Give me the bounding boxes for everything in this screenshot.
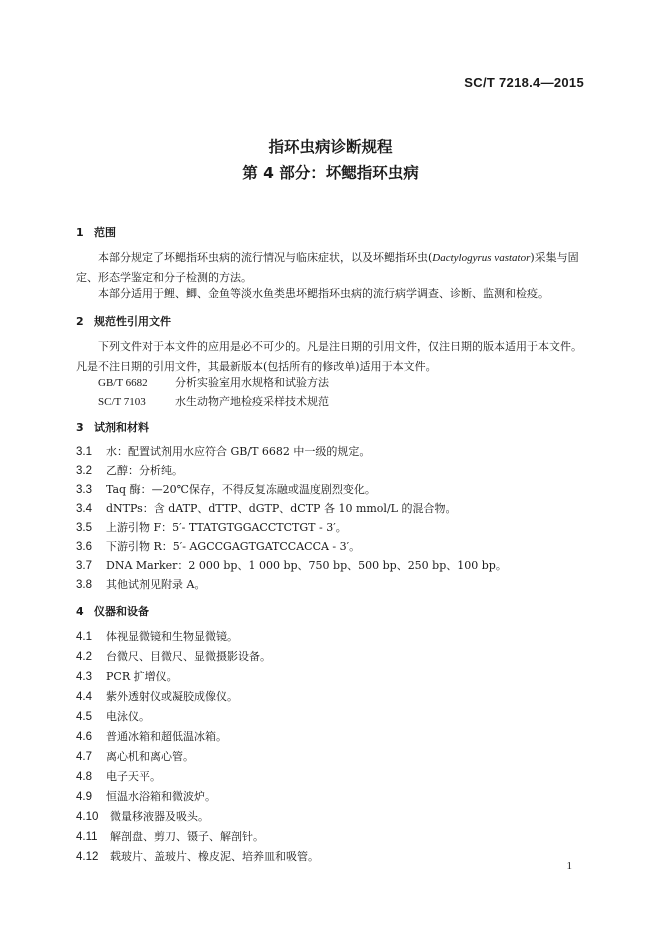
item-number: 3.4 — [76, 503, 92, 515]
item-text: 体视显微镜和生物显微镜。 — [106, 630, 238, 643]
list-item — [76, 481, 376, 497]
item-number: 4.12 — [76, 851, 99, 863]
list-item — [76, 557, 507, 573]
section-heading-scope — [76, 224, 116, 240]
species-name: Dactylogyrus vastator — [432, 252, 531, 264]
list-item — [76, 443, 370, 459]
item-text: dNTPs：含 dATP、dTTP、dGTP、dCTP 各 10 mmol/L 的混合物。 — [106, 502, 457, 515]
list-item — [76, 768, 161, 784]
list-item — [76, 576, 205, 592]
list-item — [76, 728, 227, 744]
list-item — [76, 788, 216, 804]
document-subtitle: 第 4 部分：坏鳃指环虫病 — [242, 164, 419, 182]
section-title: 规范性引用文件 — [94, 315, 171, 328]
document-title: 指环虫病诊断规程 — [268, 138, 393, 156]
item-text: 乙醇：分析纯。 — [106, 464, 183, 477]
item-text: 电子天平。 — [106, 770, 161, 783]
item-text: DNA Marker：2 000 bp、1 000 bp、750 bp、500 bp、250 bp、100 bp。 — [106, 559, 507, 572]
item-text: 紫外透射仪或凝胶成像仪。 — [106, 690, 238, 703]
list-item — [76, 500, 456, 516]
list-item — [76, 519, 347, 535]
reference-code: GB/T 6682 — [98, 377, 148, 389]
item-number: 4.1 — [76, 631, 92, 643]
section-number: 2 — [76, 315, 84, 328]
item-number: 3.7 — [76, 560, 92, 572]
item-number: 3.3 — [76, 484, 92, 496]
item-text: 水：配置试剂用水应符合 GB/T 6682 中一级的规定。 — [106, 445, 371, 458]
list-item — [76, 708, 150, 724]
item-number: 3.2 — [76, 465, 92, 477]
item-number: 4.4 — [76, 691, 92, 703]
reference-title: 水生动物产地检疫采样技术规范 — [175, 395, 329, 408]
section-title: 仪器和设备 — [94, 605, 149, 618]
item-number: 4.5 — [76, 711, 92, 723]
list-item — [76, 848, 319, 864]
section-number: 1 — [76, 226, 84, 239]
item-number: 4.7 — [76, 751, 92, 763]
list-item — [76, 628, 238, 644]
item-number: 4.8 — [76, 771, 92, 783]
list-item — [76, 688, 238, 704]
page-number: 1 — [566, 860, 572, 872]
item-number: 4.3 — [76, 671, 92, 683]
scope-text-b: )采集与固定、形态学鉴定和分子检测的方法。 — [76, 251, 579, 284]
item-number: 4.10 — [76, 811, 99, 823]
scope-text-a: 本部分规定了坏鳃指环虫病的流行情况与临床症状，以及坏鳃指环虫( — [98, 251, 433, 264]
item-text: 台微尺、目微尺、显微摄影设备。 — [106, 650, 271, 663]
scope-paragraph-1 — [76, 248, 588, 288]
item-number: 3.8 — [76, 579, 92, 591]
reference-item — [98, 374, 329, 390]
reference-code: SC/T 7103 — [98, 396, 146, 408]
section-title: 试剂和材料 — [94, 421, 149, 434]
item-text: 电泳仪。 — [106, 710, 150, 723]
item-text: 解剖盘、剪刀、镊子、解剖针。 — [110, 830, 264, 843]
item-number: 3.1 — [76, 446, 92, 458]
reference-item — [98, 393, 329, 409]
item-number: 4.11 — [76, 831, 98, 843]
list-item — [76, 538, 360, 554]
item-number: 3.5 — [76, 522, 92, 534]
item-text: 离心机和离心管。 — [106, 750, 194, 763]
section-heading-equipment — [76, 603, 149, 619]
list-item — [76, 462, 183, 478]
section-title: 范围 — [94, 226, 116, 239]
list-item — [76, 648, 271, 664]
item-number: 4.6 — [76, 731, 92, 743]
references-paragraph: 下列文件对于本文件的应用是必不可少的。凡是注日期的引用文件，仅注日期的版本适用于本文件。凡是不注日期的引用文件，其最新版本(包括所有的修改单)适用于本文件。 — [76, 340, 582, 373]
list-item — [76, 668, 178, 684]
section-number: 4 — [76, 605, 84, 618]
item-text: 普通冰箱和超低温冰箱。 — [106, 730, 227, 743]
list-item — [76, 828, 264, 844]
item-number: 4.9 — [76, 791, 92, 803]
item-number: 4.2 — [76, 651, 92, 663]
item-text: PCR 扩增仪。 — [106, 670, 178, 683]
standard-code: SC/T 7218.4—2015 — [464, 75, 584, 90]
item-text: Taq 酶：—20℃保存，不得反复冻融或温度剧烈变化。 — [106, 483, 376, 496]
item-text: 下游引物 R：5′- AGCCGAGTGATCCACCA - 3′。 — [106, 540, 361, 553]
list-item — [76, 748, 194, 764]
section-heading-reagents — [76, 419, 149, 435]
section-number: 3 — [76, 421, 84, 434]
item-text: 微量移液器及吸头。 — [110, 810, 209, 823]
item-number: 3.6 — [76, 541, 92, 553]
list-item — [76, 808, 209, 824]
item-text: 其他试剂见附录 A。 — [106, 578, 206, 591]
item-text: 上游引物 F：5′- TTATGTGGACCTCTGT - 3′。 — [106, 521, 347, 534]
section-heading-references — [76, 313, 171, 329]
item-text: 载玻片、盖玻片、橡皮泥、培养皿和吸管。 — [110, 850, 319, 863]
item-text: 恒温水浴箱和微波炉。 — [106, 790, 216, 803]
scope-paragraph-2: 本部分适用于鲤、鲫、金鱼等淡水鱼类患坏鳃指环虫病的流行病学调查、诊断、监测和检疫。 — [98, 287, 549, 300]
reference-title: 分析实验室用水规格和试验方法 — [175, 376, 329, 389]
